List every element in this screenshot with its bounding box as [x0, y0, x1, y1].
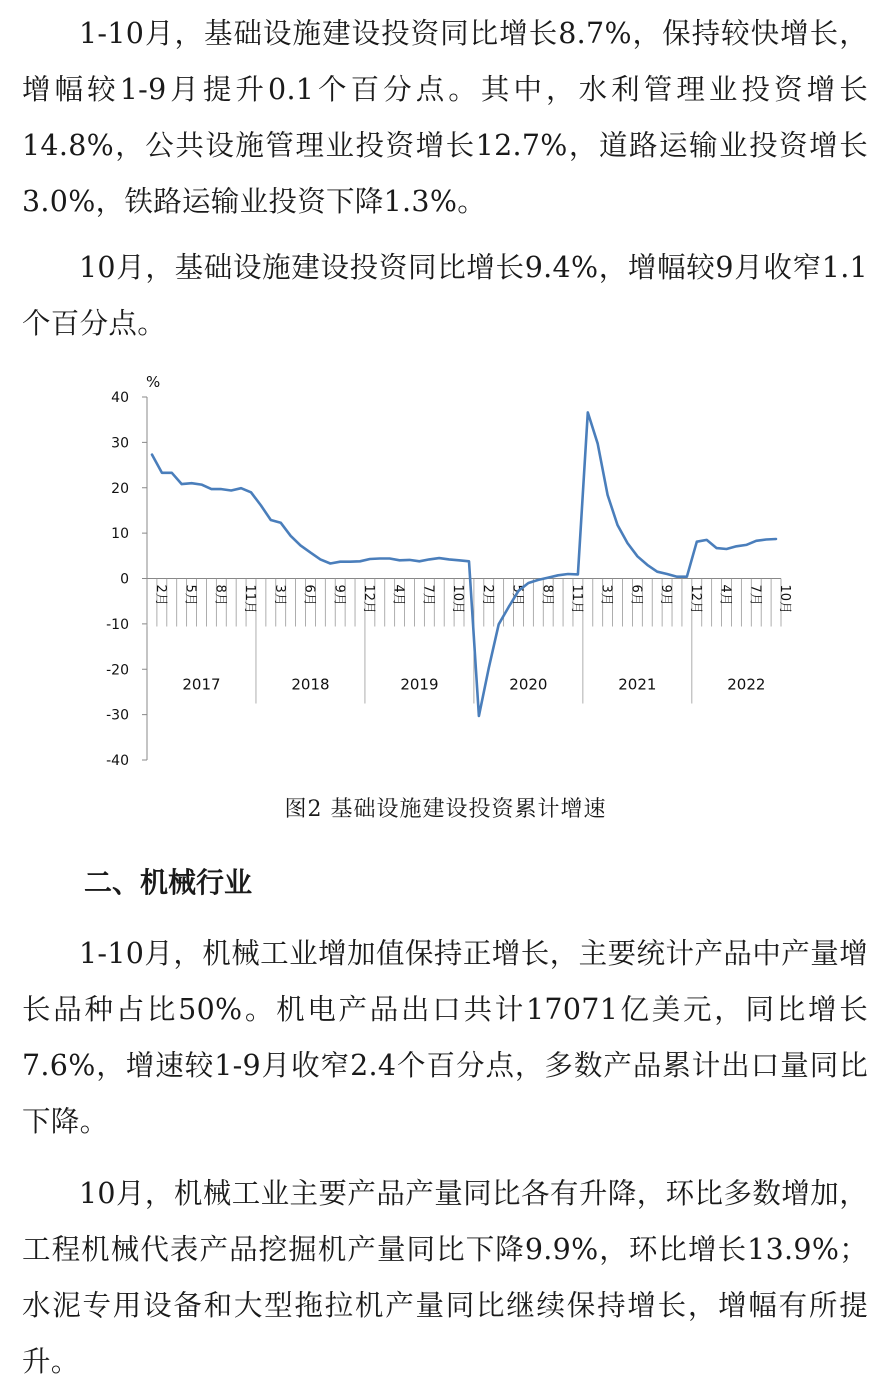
x-month-label: 8月: [539, 584, 555, 606]
x-month-label: 9月: [658, 584, 674, 606]
x-year-label: 2019: [400, 675, 439, 694]
x-month-label: 8月: [212, 584, 228, 606]
paragraph-infrastructure-ytd: 1-10月，基础设施建设投资同比增长8.7%，保持较快增长，增幅较1-9月提升0.1个百分点。其中，水利管理业投资增长14.8%，公共设施管理业投资增长12.7%，道路运输业投资增长3.0%，铁路运输业投资下降1.3%。: [22, 17, 868, 218]
y-tick-label: 0: [120, 571, 129, 588]
y-tick-label: -30: [106, 707, 129, 724]
x-month-label: 3月: [598, 584, 614, 606]
x-year-label: 2022: [727, 675, 766, 694]
paragraph-machinery-october: 10月，机械工业主要产品产量同比各有升降，环比多数增加，工程机械代表产品挖掘机产量同比下降9.9%，环比增长13.9%；水泥专用设备和大型拖拉机产量同比继续保持增长，增幅有所提升。: [22, 1177, 868, 1378]
x-month-label: 4月: [390, 584, 406, 606]
x-month-label: 2月: [479, 584, 495, 606]
x-month-label: 4月: [717, 584, 733, 606]
x-month-label: 3月: [271, 584, 287, 606]
paragraph-infrastructure-october: 10月，基础设施建设投资同比增长9.4%，增幅较9月收窄1.1个百分点。: [22, 251, 868, 340]
x-month-label: 5月: [509, 584, 525, 606]
y-tick-label: -40: [106, 753, 129, 769]
x-month-label: 2月: [152, 584, 168, 606]
x-year-label: 2021: [618, 675, 657, 694]
x-month-label: 10月: [450, 584, 466, 615]
y-tick-label: -20: [106, 662, 129, 679]
y-tick-label: 20: [111, 480, 129, 497]
x-year-label: 2018: [291, 675, 330, 694]
x-month-label: 6月: [301, 584, 317, 606]
x-month-label: 9月: [331, 584, 347, 606]
x-month-label: 12月: [687, 584, 703, 615]
x-month-label: 7月: [747, 584, 763, 606]
figure-caption: 图2 基础设施建设投资累计增速: [284, 797, 607, 822]
y-tick-label: -10: [106, 616, 129, 633]
section-heading: 二、机械行业: [84, 866, 253, 899]
x-year-label: 2017: [182, 675, 221, 694]
y-tick-label: 30: [111, 435, 129, 452]
x-year-label: 2020: [509, 675, 548, 694]
x-month-label: 11月: [242, 584, 258, 615]
series-line: [152, 412, 776, 716]
paragraph-machinery-ytd: 1-10月，机械工业增加值保持正增长，主要统计产品中产量增长品种占比50%。机电产品出口共计17071亿美元，同比增长7.6%，增速较1-9月收窄2.4个百分点，多数产品累计出口量同比下降。: [22, 937, 868, 1138]
infrastructure-investment-chart: [86, 368, 796, 778]
x-month-label: 6月: [628, 584, 644, 606]
x-month-label: 11月: [569, 584, 585, 615]
x-month-label: 12月: [360, 584, 376, 615]
x-month-label: 5月: [182, 584, 198, 606]
y-axis-unit-label: %: [146, 373, 161, 391]
x-month-label: 10月: [777, 584, 793, 615]
y-tick-label: 40: [111, 390, 129, 406]
chart-axes: [106, 373, 796, 769]
chart-plot: [152, 412, 776, 716]
x-month-label: 7月: [420, 584, 436, 606]
y-tick-label: 10: [111, 526, 129, 543]
